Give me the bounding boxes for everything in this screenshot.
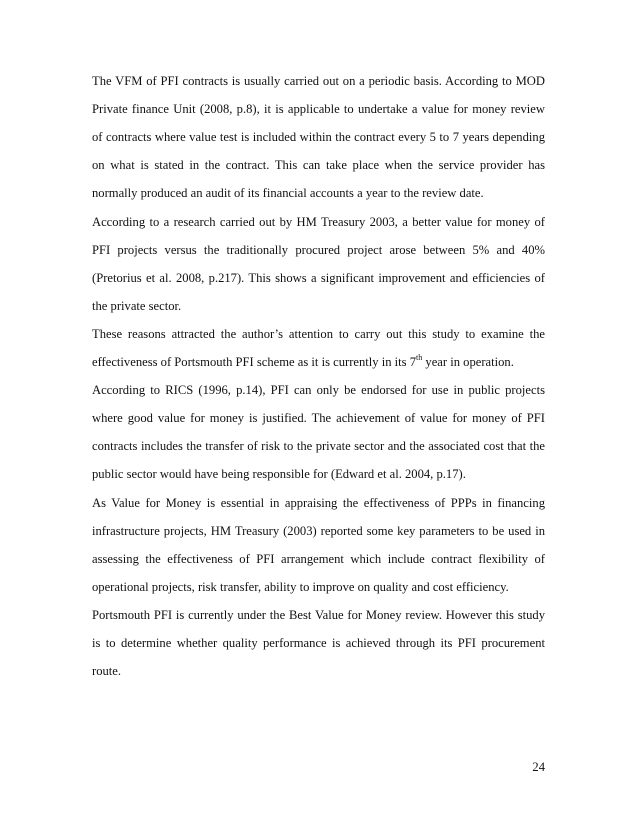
text-line: According to a research carried out by HM Treasury 2003, a better value for money of xyxy=(92,214,545,229)
text-span: year in operation. xyxy=(422,355,514,369)
text-line: PFI projects versus the traditionally procured project arose between 5% and 40% xyxy=(92,242,545,257)
text-line: is to determine whether quality performance is achieved through its PFI procurement xyxy=(92,636,545,650)
page-number: 24 xyxy=(532,760,545,774)
text-line: contracts includes the transfer of risk to the private sector and the associated cost that the xyxy=(92,439,545,454)
text-line: (Pretorius et al. 2008, p.217). This shows a significant improvement and efficiencies of xyxy=(92,270,545,285)
text-line xyxy=(92,354,545,370)
text-line: Portsmouth PFI is currently under the Best Value for Money review. However this study xyxy=(92,607,545,622)
text-line: According to RICS (1996, p.14), PFI can only be endorsed for use in public projects xyxy=(92,383,545,398)
text-line: on what is stated in the contract. This can take place when the service provider has xyxy=(92,158,545,173)
superscript: th xyxy=(416,354,423,362)
text-line: These reasons attracted the author’s attention to carry out this study to examine the xyxy=(92,326,545,341)
text-line: infrastructure projects, HM Treasury (2003) reported some key parameters to be used in xyxy=(92,523,545,538)
text-line: public sector would have being responsible for (Edward et al. 2004, p.17). xyxy=(92,467,466,482)
text-line: route. xyxy=(92,664,122,679)
text-line: assessing the effectiveness of PFI arrangement which include contract flexibility of xyxy=(92,551,545,566)
text-line: where good value for money is justified. The achievement of value for money of PFI xyxy=(92,411,545,426)
text-line: of contracts where value test is included within the contract every 5 to 7 years depending xyxy=(92,130,545,145)
text-line: operational projects, risk transfer, ability to improve on quality and cost efficiency. xyxy=(92,579,509,594)
text-line: Private finance Unit (2008, p.8), it is applicable to undertake a value for money review xyxy=(92,102,545,117)
text-line: The VFM of PFI contracts is usually carried out on a periodic basis. According to MOD xyxy=(92,74,545,88)
text-line: normally produced an audit of its financial accounts a year to the review date. xyxy=(92,186,484,201)
text-line: the private sector. xyxy=(92,298,182,313)
text-line: As Value for Money is essential in appraising the effectiveness of PPPs in financing xyxy=(92,495,545,510)
text-span: effectiveness of Portsmouth PFI scheme as it is currently in its 7 xyxy=(92,355,417,369)
